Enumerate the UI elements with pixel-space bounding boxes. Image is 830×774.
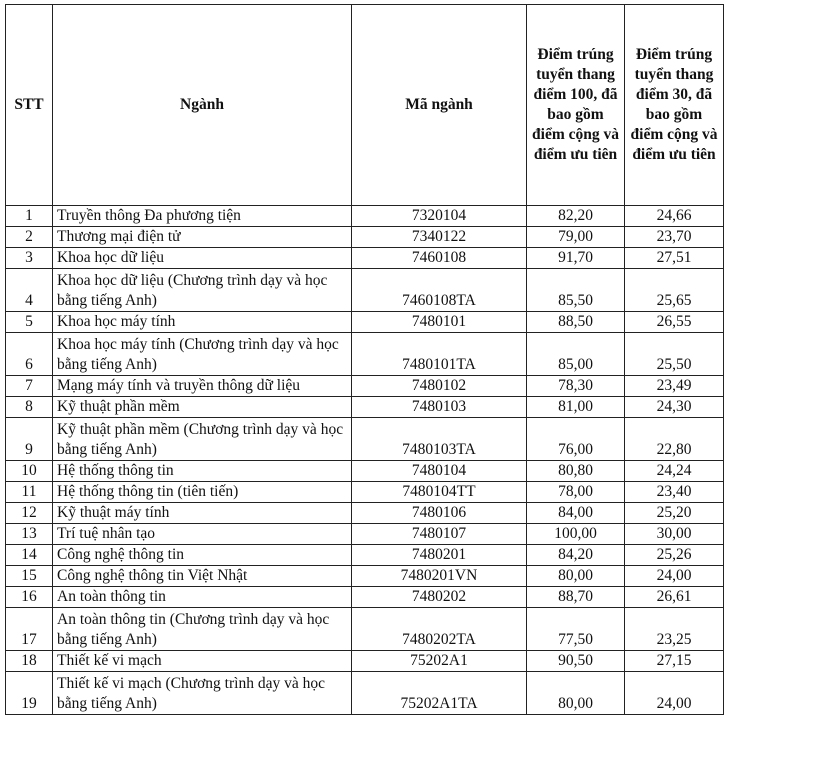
- cell-diem-30: 27,15: [625, 651, 724, 672]
- table-row: [6, 333, 724, 376]
- table-row: [6, 376, 724, 397]
- cell-diem-100: 88,70: [527, 587, 625, 608]
- table-row: [6, 651, 724, 672]
- cell-ma-nganh: 7460108: [352, 248, 527, 269]
- cell-ma-nganh: 7480103: [352, 397, 527, 418]
- cell-diem-30: 25,50: [625, 333, 724, 376]
- cell-stt: 4: [6, 269, 53, 312]
- cell-nganh: An toàn thông tin (Chương trình dạy và học bằng tiếng Anh): [53, 608, 352, 651]
- cell-diem-30: 24,24: [625, 461, 724, 482]
- table-row: [6, 482, 724, 503]
- cell-diem-30: 30,00: [625, 524, 724, 545]
- cell-diem-30: 23,40: [625, 482, 724, 503]
- header-row: [6, 5, 724, 206]
- cell-diem-30: 24,00: [625, 672, 724, 715]
- cell-ma-nganh: 7480201: [352, 545, 527, 566]
- cell-ma-nganh: 7340122: [352, 227, 527, 248]
- cell-nganh: Khoa học dữ liệu (Chương trình dạy và học bằng tiếng Anh): [53, 269, 352, 312]
- cell-diem-100: 79,00: [527, 227, 625, 248]
- cell-diem-100: 100,00: [527, 524, 625, 545]
- cell-diem-30: 24,00: [625, 566, 724, 587]
- cell-nganh: Trí tuệ nhân tạo: [53, 524, 352, 545]
- table-body: [6, 206, 724, 715]
- cell-diem-30: 24,30: [625, 397, 724, 418]
- cell-stt: 16: [6, 587, 53, 608]
- cell-diem-30: 23,49: [625, 376, 724, 397]
- cell-diem-30: 26,55: [625, 312, 724, 333]
- cell-nganh: An toàn thông tin: [53, 587, 352, 608]
- cell-ma-nganh: 7460108TA: [352, 269, 527, 312]
- cell-nganh: Thương mại điện tử: [53, 227, 352, 248]
- cell-nganh: Thiết kế vi mạch: [53, 651, 352, 672]
- cell-ma-nganh: 7480107: [352, 524, 527, 545]
- cell-diem-30: 25,65: [625, 269, 724, 312]
- cell-ma-nganh: 7480202TA: [352, 608, 527, 651]
- cell-diem-100: 82,20: [527, 206, 625, 227]
- cell-diem-30: 22,80: [625, 418, 724, 461]
- cell-stt: 7: [6, 376, 53, 397]
- cell-nganh: Kỹ thuật phần mềm (Chương trình dạy và học bằng tiếng Anh): [53, 418, 352, 461]
- table-row: [6, 524, 724, 545]
- cell-diem-100: 85,00: [527, 333, 625, 376]
- table-row: [6, 503, 724, 524]
- cell-ma-nganh: 7480101TA: [352, 333, 527, 376]
- cell-diem-100: 80,00: [527, 566, 625, 587]
- cell-ma-nganh: 7480102: [352, 376, 527, 397]
- cell-stt: 19: [6, 672, 53, 715]
- admission-scores-table: [5, 4, 724, 715]
- table-row: [6, 269, 724, 312]
- cell-diem-100: 76,00: [527, 418, 625, 461]
- table-header: [6, 5, 724, 206]
- cell-stt: 3: [6, 248, 53, 269]
- cell-stt: 12: [6, 503, 53, 524]
- cell-diem-30: 27,51: [625, 248, 724, 269]
- cell-nganh: Công nghệ thông tin Việt Nhật: [53, 566, 352, 587]
- cell-diem-100: 84,20: [527, 545, 625, 566]
- cell-ma-nganh: 7480104TT: [352, 482, 527, 503]
- cell-stt: 1: [6, 206, 53, 227]
- cell-nganh: Mạng máy tính và truyền thông dữ liệu: [53, 376, 352, 397]
- cell-diem-30: 23,70: [625, 227, 724, 248]
- cell-ma-nganh: 75202A1TA: [352, 672, 527, 715]
- header-diem-30: Điểm trúng tuyển thang điểm 30, đã bao gồm điểm cộng và điểm ưu tiên: [625, 5, 724, 206]
- cell-nganh: Truyền thông Đa phương tiện: [53, 206, 352, 227]
- cell-diem-100: 88,50: [527, 312, 625, 333]
- cell-nganh: Hệ thống thông tin (tiên tiến): [53, 482, 352, 503]
- table-row: [6, 461, 724, 482]
- table-row: [6, 227, 724, 248]
- cell-diem-100: 91,70: [527, 248, 625, 269]
- cell-stt: 8: [6, 397, 53, 418]
- table-row: [6, 672, 724, 715]
- table-row: [6, 248, 724, 269]
- table-row: [6, 608, 724, 651]
- header-stt: STT: [6, 5, 53, 206]
- cell-ma-nganh: 7480103TA: [352, 418, 527, 461]
- cell-stt: 14: [6, 545, 53, 566]
- header-diem-100: Điểm trúng tuyển thang điểm 100, đã bao gồm điểm cộng và điểm ưu tiên: [527, 5, 625, 206]
- cell-diem-30: 25,26: [625, 545, 724, 566]
- cell-diem-100: 80,00: [527, 672, 625, 715]
- cell-stt: 18: [6, 651, 53, 672]
- cell-stt: 2: [6, 227, 53, 248]
- cell-stt: 5: [6, 312, 53, 333]
- cell-stt: 10: [6, 461, 53, 482]
- table-row: [6, 566, 724, 587]
- cell-diem-100: 85,50: [527, 269, 625, 312]
- cell-ma-nganh: 7320104: [352, 206, 527, 227]
- cell-diem-30: 24,66: [625, 206, 724, 227]
- cell-diem-100: 84,00: [527, 503, 625, 524]
- table-row: [6, 545, 724, 566]
- cell-diem-100: 81,00: [527, 397, 625, 418]
- cell-nganh: Khoa học máy tính: [53, 312, 352, 333]
- cell-stt: 15: [6, 566, 53, 587]
- cell-ma-nganh: 7480101: [352, 312, 527, 333]
- cell-diem-30: 25,20: [625, 503, 724, 524]
- table-row: [6, 587, 724, 608]
- cell-diem-100: 80,80: [527, 461, 625, 482]
- table-row: [6, 418, 724, 461]
- cell-nganh: Kỹ thuật phần mềm: [53, 397, 352, 418]
- cell-nganh: Thiết kế vi mạch (Chương trình dạy và học bằng tiếng Anh): [53, 672, 352, 715]
- header-ma-nganh: Mã ngành: [352, 5, 527, 206]
- cell-stt: 6: [6, 333, 53, 376]
- cell-diem-100: 78,00: [527, 482, 625, 503]
- cell-nganh: Hệ thống thông tin: [53, 461, 352, 482]
- cell-ma-nganh: 7480104: [352, 461, 527, 482]
- cell-stt: 9: [6, 418, 53, 461]
- table-row: [6, 206, 724, 227]
- cell-nganh: Khoa học dữ liệu: [53, 248, 352, 269]
- table-row: [6, 397, 724, 418]
- cell-diem-100: 90,50: [527, 651, 625, 672]
- cell-ma-nganh: 7480201VN: [352, 566, 527, 587]
- cell-stt: 11: [6, 482, 53, 503]
- cell-nganh: Khoa học máy tính (Chương trình dạy và học bằng tiếng Anh): [53, 333, 352, 376]
- cell-ma-nganh: 7480106: [352, 503, 527, 524]
- cell-ma-nganh: 7480202: [352, 587, 527, 608]
- cell-diem-100: 78,30: [527, 376, 625, 397]
- header-nganh: Ngành: [53, 5, 352, 206]
- table-row: [6, 312, 724, 333]
- cell-diem-100: 77,50: [527, 608, 625, 651]
- cell-nganh: Kỹ thuật máy tính: [53, 503, 352, 524]
- cell-ma-nganh: 75202A1: [352, 651, 527, 672]
- cell-stt: 13: [6, 524, 53, 545]
- cell-nganh: Công nghệ thông tin: [53, 545, 352, 566]
- cell-diem-30: 26,61: [625, 587, 724, 608]
- cell-diem-30: 23,25: [625, 608, 724, 651]
- cell-stt: 17: [6, 608, 53, 651]
